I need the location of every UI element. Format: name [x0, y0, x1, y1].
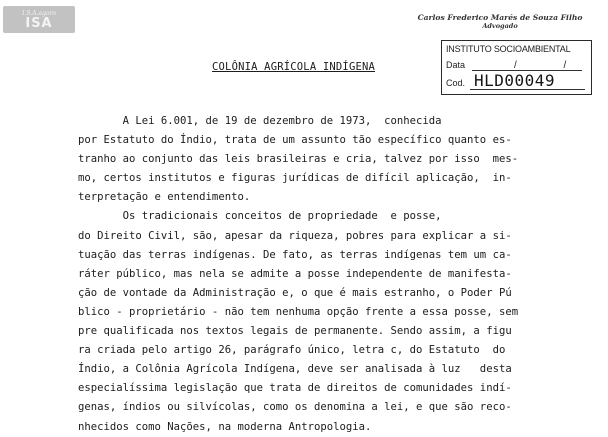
stamp-cod-label: Cod. [446, 78, 466, 88]
body-line: nhecidos como Nações, na moderna Antropologia. [78, 420, 372, 433]
body-line: ção de vontade da Administração e, o que é mais estranho, o Poder Pú [78, 286, 512, 299]
body-line: especialíssima legislação que trata de direitos de comunidades indí- [78, 382, 512, 395]
body-line: do Direito Civil, são, apesar da riqueza, pobres para explicar a si- [78, 229, 512, 242]
body-line: por Estatuto do Índio, trata de um assunto tão específico quanto es- [78, 134, 512, 147]
body-line: terpretação e entendimento. [78, 191, 251, 204]
body-line: Índio, a Colônia Agrícola Indígena, deve ser analisada à luz desta [78, 363, 512, 376]
isa-logo [3, 6, 75, 33]
body-line: pre qualificada nos textos legais de permanente. Sendo assim, a figu [78, 325, 512, 338]
lawyer-header [400, 13, 600, 30]
body-line: A Lei 6.001, de 19 de dezembro de 1973, conhecida [78, 115, 442, 127]
document-body [78, 112, 586, 437]
stamp-data-label: Data [446, 60, 466, 70]
lawyer-name: Carlos Frederico Marés de Souza Filho [417, 13, 583, 22]
logo-main-text: ISA [25, 15, 53, 31]
body-line: ráter público, mas nela se admite a posse independente de manifesta- [78, 267, 512, 280]
body-line: genas, índios ou silvícolas, como os denomina a lei, e que são reco- [78, 401, 512, 414]
archive-stamp [441, 40, 592, 95]
body-line: ra criada pelo artigo 26, parágrafo único, letra c, do Estatuto do [78, 344, 506, 357]
lawyer-role: Advogado [482, 22, 518, 30]
body-line: Os tradicionais conceitos de propriedade e posse, [78, 210, 442, 223]
logo-top-text: I.S.A.agoro [22, 9, 56, 17]
stamp-cod-value: HLD00049 [474, 71, 556, 90]
body-line: mo, certos institutos e figuras jurídicas de difícil aplicação, in- [78, 172, 512, 185]
body-line: blico - proprietário - não tem nenhuma opção frente a essa posse, sem [78, 305, 519, 318]
stamp-title: INSTITUTO SOCIOAMBIENTAL [446, 44, 571, 54]
body-line: tuação das terras indígenas. De fato, as terras indígenas tem um ca- [78, 248, 512, 261]
document-title: COLÔNIA AGRÍCOLA INDÍGENA [212, 61, 376, 73]
body-line: tranho ao conjunto das leis brasileiras e cria, talvez por isso mes- [78, 153, 519, 166]
stamp-data-value: / / [514, 60, 589, 71]
